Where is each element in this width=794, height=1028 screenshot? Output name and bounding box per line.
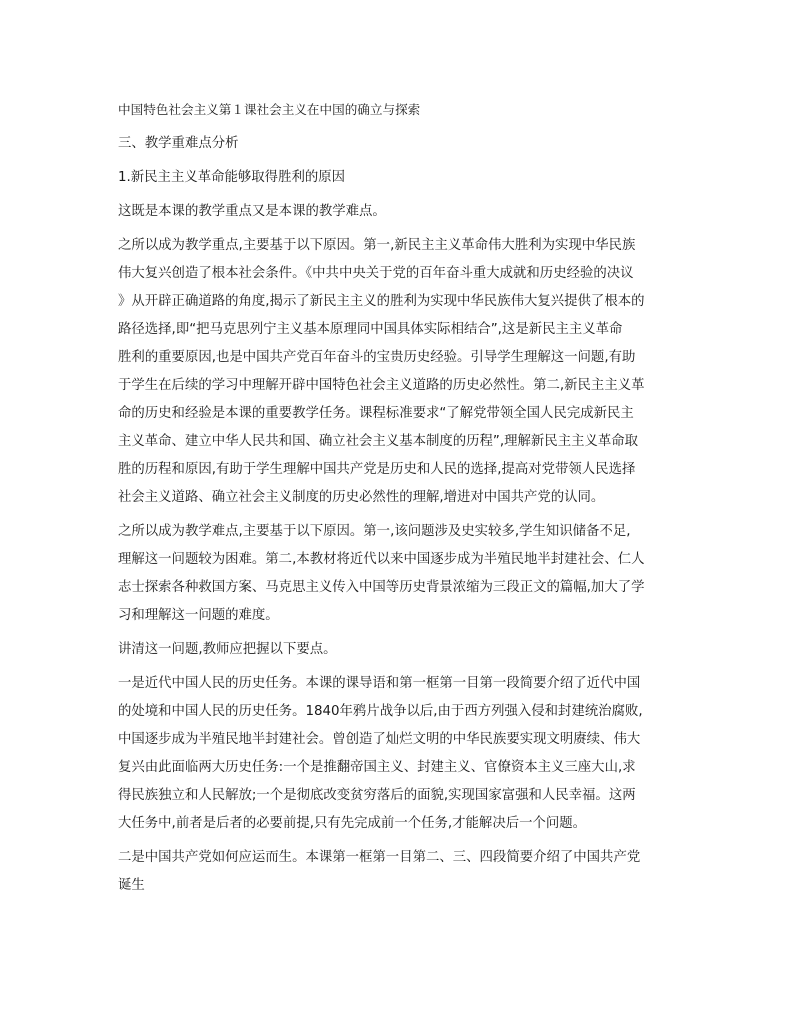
paragraph [118,636,680,664]
subheading: 1.新民主主义革命能够取得胜利的原因 [118,170,346,185]
paragraph-line: 得民族独立和人民解放;一个是彻底改变贫穷落后的面貌,实现国家富强和人民幸福。这两 [118,788,636,803]
paragraph-line: 习和理解这一问题的难度。 [118,608,279,623]
paragraph-line: 胜利的重要原因,也是中国共产党百年奋斗的宝贵历史经验。引导学生理解这一问题,有助 [118,350,636,365]
paragraph-line: 伟大复兴创造了根本社会条件。《中共中央关于党的百年奋斗重大成就和历史经验的决议 [118,266,634,281]
paragraph-line: 这既是本课的教学重点又是本课的教学难点。 [118,204,386,219]
paragraph-line: 路径选择,即“把马克思列宁主义基本原理同中国具体实际相结合”,这是新民主主义革命 [118,322,623,337]
paragraph [118,518,680,630]
paragraph-line: 胜的历程和原因,有助于学生理解中国共产党是历史和人民的选择,提高对党带领人民选择 [118,462,636,477]
paragraph-line: 诞生 [118,878,145,893]
paragraph-line: 中国逐步成为半殖民地半封建社会。曾创造了灿烂文明的中华民族要实现文明赓续、伟大 [118,732,641,747]
paragraph-line: 理解这一问题较为困难。第二,本教材将近代以来中国逐步成为半殖民地半封建社会、仁人 [118,552,645,567]
paragraph-line: 》从开辟正确道路的角度,揭示了新民主主义的胜利为实现中华民族伟大复兴提供了根本的 [118,294,645,309]
paragraph [118,844,680,900]
paragraph-line: 的处境和中国人民的历史任务。1840年鸦片战争以后,由于西方列强入侵和封建统治腐败, [118,704,643,719]
paragraph [118,232,680,512]
paragraph-line: 之所以成为教学难点,主要基于以下原因。第一,该问题涉及史实较多,学生知识储备不足, [118,524,631,539]
paragraph-line: 讲清这一问题,教师应把握以下要点。 [118,642,337,657]
paragraph-line: 之所以成为教学重点,主要基于以下原因。第一,新民主主义革命伟大胜利为实现中华民族 [118,238,636,253]
paragraph-line: 于学生在后续的学习中理解开辟中国特色社会主义道路的历史必然性。第二,新民主主义革 [118,378,645,393]
section-heading: 三、教学重难点分析 [118,136,239,151]
paragraph-line: 志士探索各种救国方案、马克思主义传入中国等历史背景浓缩为三段正文的篇幅,加大了学 [118,580,645,595]
paragraph-line: 大任务中,前者是后者的必要前提,只有先完成前一个任务,才能解决后一个问题。 [118,816,587,831]
paragraph [118,198,680,226]
paragraph-line: 主义革命、建立中华人民共和国、确立社会主义基本制度的历程”,理解新民主主义革命取 [118,434,639,449]
document-body [118,96,680,900]
paragraph [118,670,680,838]
paragraph-line: 一是近代中国人民的历史任务。本课的课导语和第一框第一目第一段简要介绍了近代中国 [118,676,641,691]
paragraph-line: 社会主义道路、确立社会主义制度的历史必然性的理解,增进对中国共产党的认同。 [118,490,605,505]
paragraph-line: 复兴由此面临两大历史任务:一个是推翻帝国主义、封建主义、官僚资本主义三座大山,求 [118,760,636,775]
paragraph-line: 二是中国共产党如何应运而生。本课第一框第一目第二、三、四段简要介绍了中国共产党 [118,850,641,865]
document-title: 中国特色社会主义第１课社会主义在中国的确立与探索 [118,102,421,117]
paragraph-line: 命的历史和经验是本课的重要教学任务。课程标准要求“了解党带领全国人民完成新民主 [118,406,634,421]
